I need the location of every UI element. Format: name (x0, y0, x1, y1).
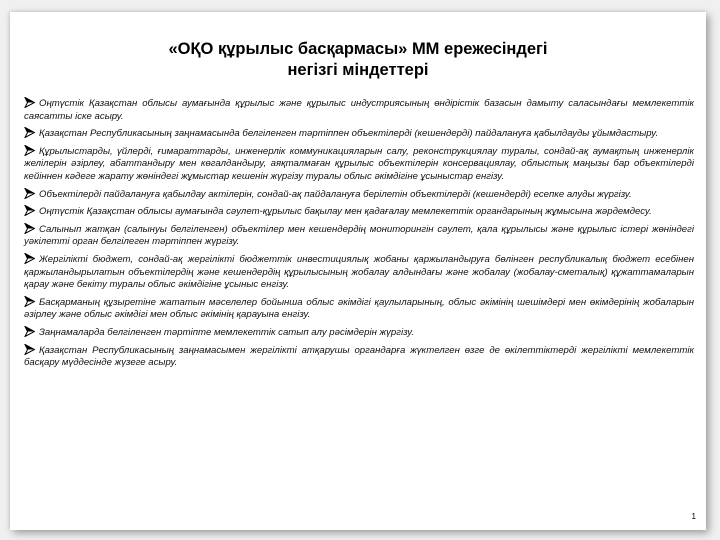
list-item (24, 253, 694, 292)
slide-title-line-2: негізгі міндеттері (287, 61, 429, 79)
list-item-text: Жергілікті бюджет, сондай-ақ жергілікті бюджеттік инвестициялық жобаны қаржыландыруға бөлінген республикалық бюджет есебінен қаржыландырылатын объектілердің және кешендердің құрылысының жобалау алдындағы және жобалау (жобалау-сметалық) құжаттамаларын қарау және бекіту туралы облыс әкімдігіне ұсыныс енгізу. (24, 253, 694, 291)
tasks-list (24, 97, 694, 374)
list-item-text: Басқарманың құзыретіне жататын мәселелер бойынша облыс әкімдігі қаулыларының, облыс әкімінің шешімдері мен өкімдерінің жобаларын әзірлеу және облыс әкімдігі мен облыс әкімінің қарауына енгізу. (24, 296, 694, 321)
list-item (24, 127, 694, 141)
list-item-text: Оңтүстік Қазақстан облысы аумағында құрылыс және құрылыс индустриясының өндірістік базасын дамыту саласындағы мемлекеттік саясатты іске асыру. (24, 98, 694, 122)
list-item-text: Заңнамаларда белгіленген тәртіпте мемлекеттік сатып алу рәсімдерін жүргізу. (39, 326, 415, 338)
list-item (24, 188, 694, 202)
list-item (24, 296, 694, 322)
arrow-right-icon (24, 223, 35, 234)
slide-title-line-1: «ОҚО құрылыс басқармасы» ММ ережесіндегі (168, 40, 548, 58)
slide-title (40, 39, 676, 81)
arrow-right-icon (24, 145, 35, 156)
list-item-text: Құрылыстарды, үйлерді, ғимараттарды, инженерлік коммуникацияларын салу, реконструкциялау туралы, сондай-ақ аумақтың инженерлік желілерін әзірлеу, абаттандыру мен көгалдандыру, аяқталмаған құрылыс объектілерін консервациялау, облыстық маңызы бар объектілерді кейіннен кәдеге жарату жөніндегі жұмыстар кешенін жүргізу туралы облыс әкімдігіне ұсыныстар енгізу. (24, 145, 694, 182)
list-item (24, 223, 694, 249)
page-number: 1 (691, 512, 696, 521)
list-item-text: Оңтүстік Қазақстан облысы аумағында сәулет-құрылыс бақылау мен қадағалау мемлекеттік органдарының жұмысына жәрдемдесу. (39, 206, 652, 218)
list-item (24, 344, 694, 370)
list-item (24, 326, 694, 340)
list-item-text: Салынып жатқан (салынуы белгіленген) объектілер мен кешендердің мониторингін сәулет, қала құрылысы және құрылыс істері жөніндегі уәкілетті орган белгілеген тәртіппен жүргізу. (24, 223, 694, 248)
arrow-right-icon (24, 127, 35, 138)
arrow-right-icon (24, 97, 35, 108)
list-item-text: Қазақстан Республикасының заңнамасында белгіленген тәртіппен объектілерді (кешендерді) пайдалануға қабылдауды ұйымдастыру. (39, 128, 659, 140)
arrow-right-icon (24, 296, 35, 307)
list-item (24, 205, 694, 219)
arrow-right-icon (24, 326, 35, 337)
arrow-right-icon (24, 253, 35, 264)
arrow-right-icon (24, 188, 35, 199)
list-item (24, 145, 694, 184)
list-item-text: Қазақстан Республикасының заңнамасымен жергілікті атқарушы органдарға жүктелген өзге де өкілеттіктерді жергілікті мемлекеттік басқару мүддесінде жүзеге асыру. (24, 344, 694, 369)
list-item-text: Объектілерді пайдалануға қабылдау актілерін, сондай-ақ пайдалануға берілетін объектілерді (кешендерді) есепке алуды жүргізу. (39, 188, 632, 200)
arrow-right-icon (24, 205, 35, 216)
slide (10, 12, 706, 530)
list-item (24, 97, 694, 123)
arrow-right-icon (24, 344, 35, 355)
